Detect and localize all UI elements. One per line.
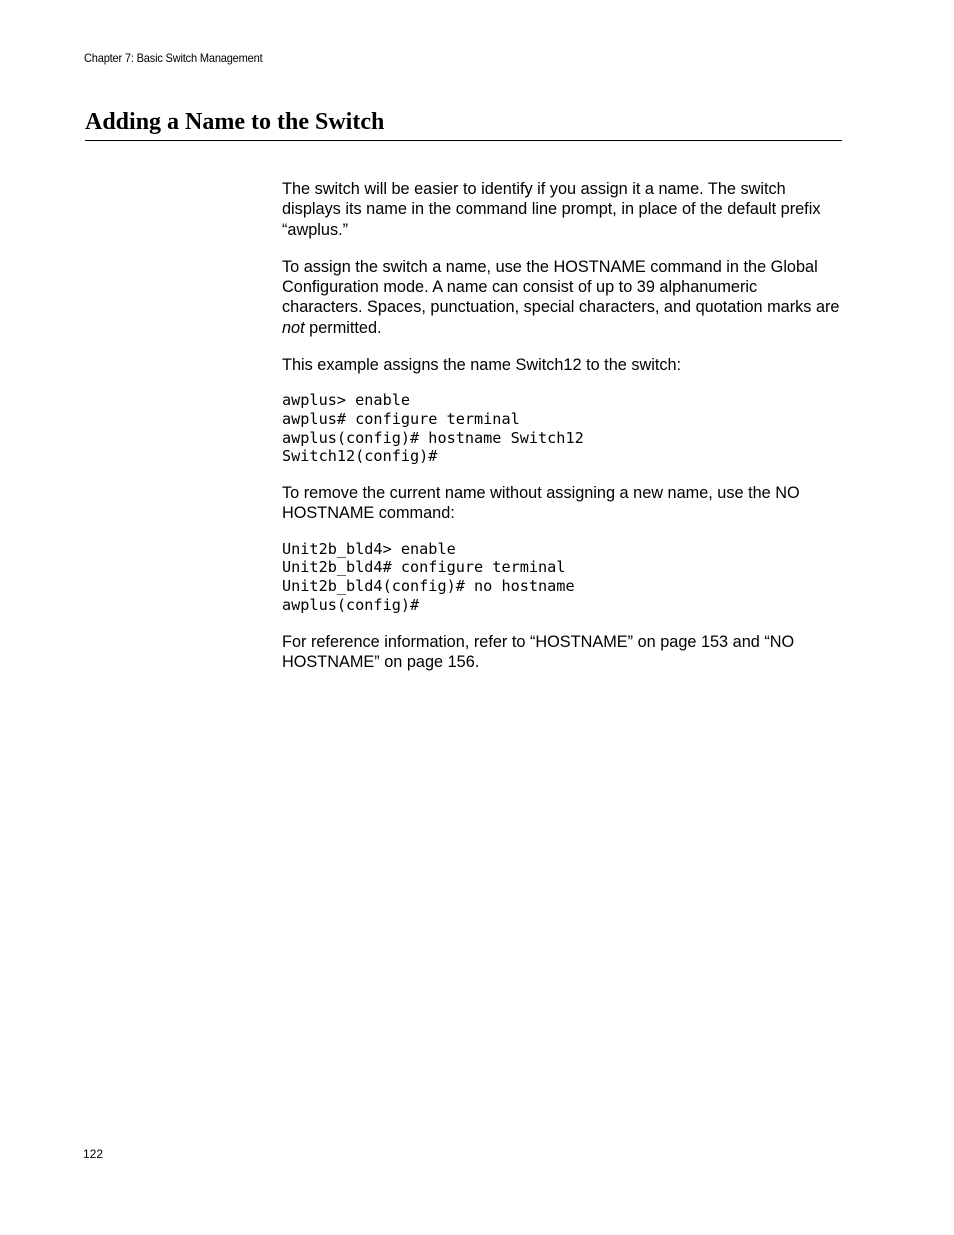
remove-code-block [282, 540, 842, 615]
section-title: Adding a Name to the Switch [85, 109, 385, 135]
code-line: awplus# configure terminal [282, 410, 520, 429]
code-line: Unit2b_bld4(config)# no hostname [282, 577, 575, 596]
body-content [282, 179, 842, 689]
example-intro: This example assigns the name Switch12 to the switch: [282, 356, 682, 375]
code-line: Switch12(config)# [282, 447, 438, 466]
hostname-paragraph [282, 257, 842, 338]
hostname-paragraph-end: permitted. [304, 318, 382, 337]
code-line: Unit2b_bld4> enable [282, 539, 456, 558]
intro-paragraph: The switch will be easier to identify if you assign it a name. The switch displays its name in the command line prompt, in place of the default prefix “awplus.” [282, 180, 821, 239]
code-line: awplus> enable [282, 391, 411, 410]
code-line: awplus(config)# [282, 595, 420, 614]
code-line: awplus(config)# hostname Switch12 [282, 428, 584, 447]
example-code-block [282, 391, 842, 466]
running-header: Chapter 7: Basic Switch Management [84, 51, 263, 65]
page-number: 122 [83, 1147, 104, 1161]
hostname-paragraph-text: To assign the switch a name, use the HOSTNAME command in the Global Configuration mode. A name can consist of up to 39 alphanumeric characters. Spaces, punctuation, special characters, and quotation marks are [282, 257, 840, 317]
remove-intro: To remove the current name without assigning a new name, use the NO HOSTNAME command: [282, 484, 800, 523]
code-line: Unit2b_bld4# configure terminal [282, 558, 566, 577]
not-emphasis: not [282, 318, 305, 337]
title-rule [85, 140, 842, 141]
reference-paragraph: For reference information, refer to “HOSTNAME” on page 153 and “NO HOSTNAME” on page 156. [282, 632, 795, 671]
